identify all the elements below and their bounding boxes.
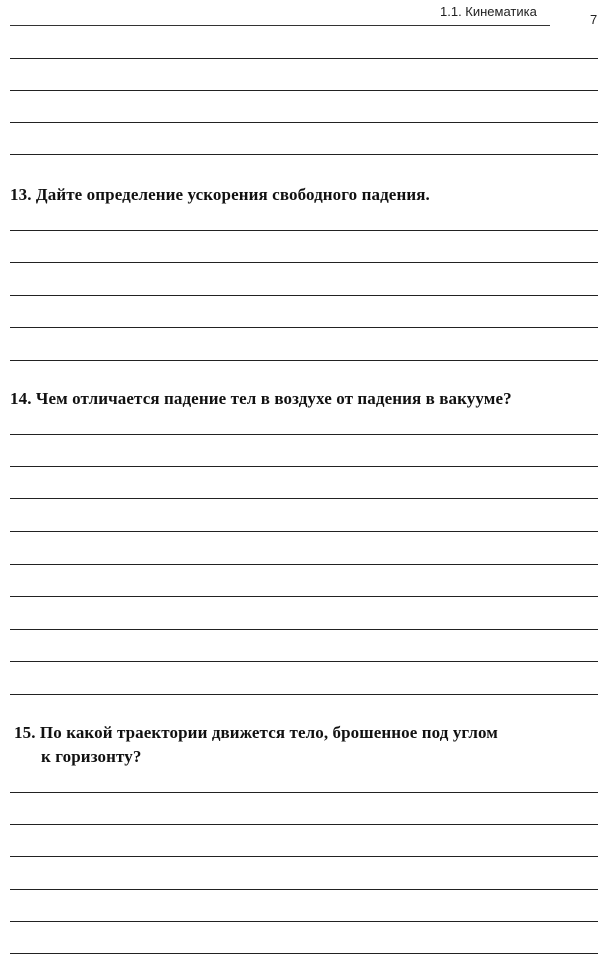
answer-line — [10, 498, 598, 499]
answer-line — [10, 295, 598, 296]
question-number: 14. — [10, 389, 32, 408]
answer-line — [10, 154, 598, 155]
header-rule — [10, 25, 550, 26]
answer-line — [10, 824, 598, 825]
answer-line — [10, 434, 598, 435]
answer-line — [10, 564, 598, 565]
question-number: 15. — [14, 723, 36, 742]
answer-line — [10, 466, 598, 467]
answer-line — [10, 856, 598, 857]
question-13 — [10, 183, 430, 207]
question-text-line2: к горизонту? — [41, 747, 142, 766]
question-text: Чем отличается падение тел в воздухе от падения в вакууме? — [35, 389, 512, 408]
page-header — [0, 0, 608, 30]
question-14 — [10, 387, 512, 411]
answer-line — [10, 122, 598, 123]
answer-line — [10, 262, 598, 263]
answer-line — [10, 58, 598, 59]
answer-line — [10, 921, 598, 922]
section-title: 1.1. Кинематика — [440, 4, 537, 19]
answer-line — [10, 327, 598, 328]
answer-line — [10, 661, 598, 662]
answer-line — [10, 694, 598, 695]
answer-line — [10, 230, 598, 231]
question-number: 13. — [10, 185, 32, 204]
question-15 — [14, 721, 498, 769]
answer-line — [10, 889, 598, 890]
answer-line — [10, 629, 598, 630]
answer-line — [10, 953, 598, 954]
answer-line — [10, 90, 598, 91]
answer-line — [10, 531, 598, 532]
question-text-line1: По какой траектории движется тело, брошенное под углом — [39, 723, 498, 742]
question-text: Дайте определение ускорения свободного падения. — [35, 185, 430, 204]
answer-line — [10, 360, 598, 361]
answer-line — [10, 792, 598, 793]
page-number: 7 — [590, 12, 598, 27]
answer-line — [10, 596, 598, 597]
